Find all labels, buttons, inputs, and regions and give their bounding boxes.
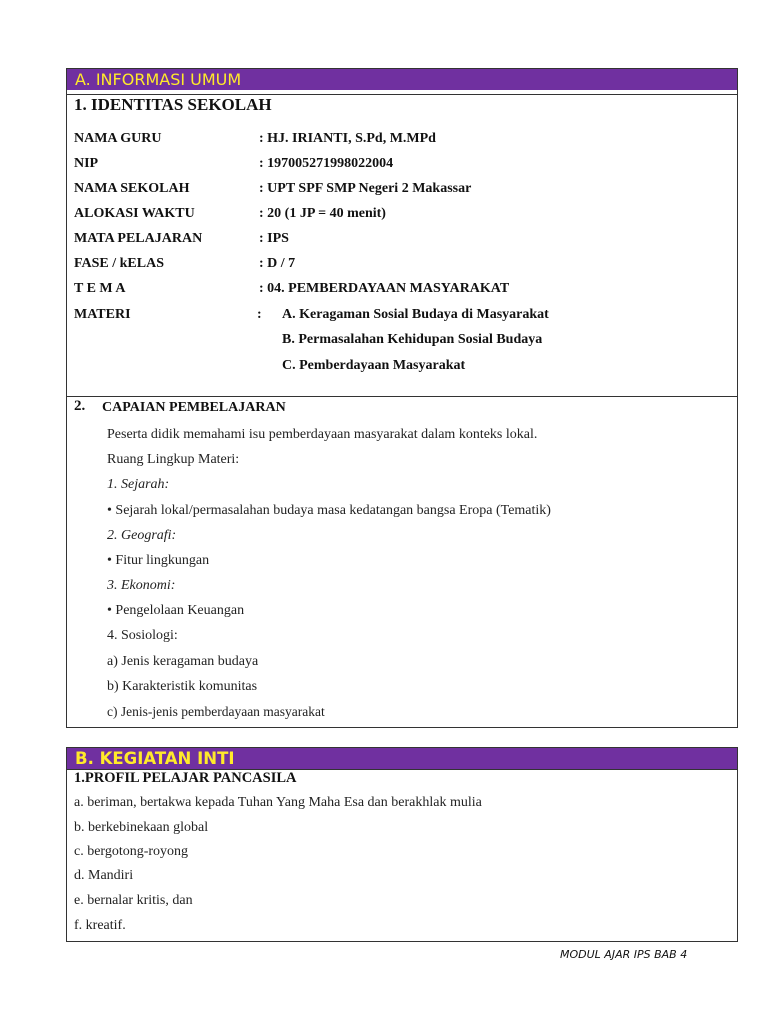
value-alokasi-waktu: : 20 (1 JP = 40 menit): [259, 206, 386, 221]
value-mata-pelajaran: : IPS: [259, 231, 289, 246]
capaian-heading: CAPAIAN PEMBELAJARAN: [102, 400, 286, 415]
section-b-box: [66, 747, 738, 942]
label-nip: NIP: [74, 156, 99, 171]
label-tema: T E M A: [74, 281, 126, 296]
capaian-line: • Pengelolaan Keuangan: [107, 603, 245, 618]
identitas-heading: 1. IDENTITAS SEKOLAH: [74, 95, 272, 114]
profil-item: f. kreatif.: [74, 918, 126, 933]
profil-item: b. berkebinekaan global: [74, 820, 209, 835]
value-nip: : 197005271998022004: [259, 156, 394, 171]
divider: [67, 396, 737, 397]
capaian-line: Peserta didik memahami isu pemberdayaan masyarakat dalam konteks lokal.: [107, 427, 538, 442]
page-footer: MODUL AJAR IPS BAB 4: [560, 948, 688, 961]
materi-colon: :: [257, 307, 262, 322]
value-nama-guru: : HJ. IRIANTI, S.Pd, M.MPd: [259, 131, 436, 146]
value-fase-kelas: : D / 7: [259, 256, 296, 271]
label-materi: MATERI: [74, 307, 131, 322]
capaian-line: Ruang Lingkup Materi:: [107, 452, 240, 467]
value-tema: : 04. PEMBERDAYAAN MASYARAKAT: [259, 281, 510, 296]
capaian-line: • Fitur lingkungan: [107, 553, 210, 568]
profil-heading: 1.PROFIL PELAJAR PANCASILA: [74, 770, 297, 786]
profil-item: c. bergotong-royong: [74, 844, 189, 859]
materi-item: B. Permasalahan Kehidupan Sosial Budaya: [282, 332, 543, 347]
materi-item: C. Pemberdayaan Masyarakat: [282, 358, 466, 373]
profil-item: a. beriman, bertakwa kepada Tuhan Yang Maha Esa dan berakhlak mulia: [74, 795, 482, 810]
section-a-header: [67, 69, 737, 90]
profil-item: d. Mandiri: [74, 868, 134, 883]
capaian-line: c) Jenis-jenis pemberdayaan masyarakat: [107, 704, 325, 719]
capaian-number: 2.: [74, 398, 86, 414]
capaian-line: 3. Ekonomi:: [107, 578, 176, 593]
materi-item: A. Keragaman Sosial Budaya di Masyarakat: [282, 307, 549, 322]
label-alokasi-waktu: ALOKASI WAKTU: [74, 206, 195, 221]
capaian-line: 4. Sosiologi:: [107, 628, 178, 643]
label-nama-guru: NAMA GURU: [74, 131, 162, 146]
label-mata-pelajaran: MATA PELAJARAN: [74, 231, 203, 246]
capaian-line: 1. Sejarah:: [107, 477, 170, 492]
capaian-line: b) Karakteristik komunitas: [107, 679, 258, 694]
section-b-header: [67, 748, 737, 769]
section-a-title: A. INFORMASI UMUM: [75, 70, 242, 89]
section-a-box: [66, 68, 738, 728]
profil-item: e. bernalar kritis, dan: [74, 893, 193, 908]
capaian-line: • Sejarah lokal/permasalahan budaya masa kedatangan bangsa Eropa (Tematik): [107, 503, 551, 518]
value-nama-sekolah: : UPT SPF SMP Negeri 2 Makassar: [259, 181, 472, 196]
section-b-title: B. KEGIATAN INTI: [75, 749, 235, 768]
label-fase-kelas: FASE / kELAS: [74, 256, 164, 271]
capaian-line: 2. Geografi:: [107, 528, 177, 543]
capaian-line: a) Jenis keragaman budaya: [107, 654, 259, 669]
label-nama-sekolah: NAMA SEKOLAH: [74, 181, 190, 196]
